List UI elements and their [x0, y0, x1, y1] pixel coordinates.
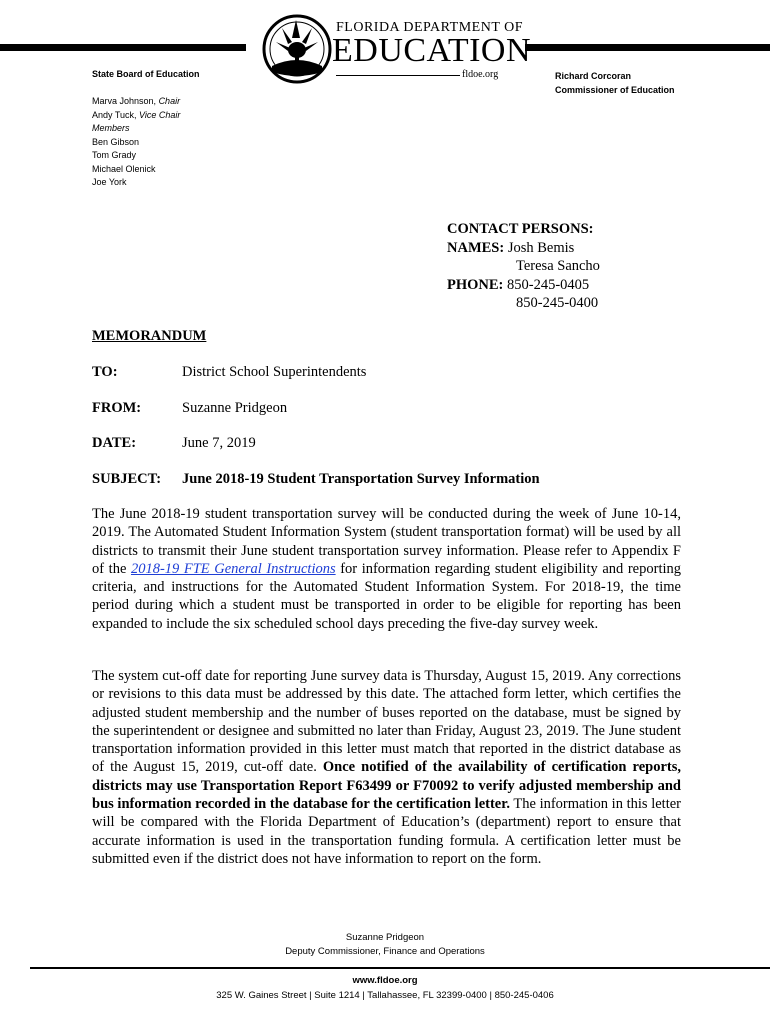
- board-member: Joe York: [92, 177, 127, 187]
- board-chair: [92, 95, 180, 109]
- phone-label: PHONE:: [447, 276, 504, 293]
- fte-instructions-link[interactable]: 2018-19 FTE General Instructions: [130, 560, 336, 577]
- subject-value: June 2018-19 Student Transportation Survey Information: [182, 471, 540, 487]
- footer-address: 325 W. Gaines Street | Suite 1214 | Tallahassee, FL 32399-0400 | 850-245-0406: [216, 990, 554, 1001]
- footer-rule: [30, 967, 770, 969]
- chair-role: Chair: [158, 96, 181, 106]
- from-value: Suzanne Pridgeon: [182, 400, 288, 416]
- board-member: Tom Grady: [92, 150, 137, 160]
- signature-block: [0, 931, 770, 958]
- footer-url[interactable]: www.fldoe.org: [352, 975, 418, 986]
- header-rule-right: [525, 44, 770, 51]
- p2-text-start: The system cut-off date for reporting June survey data is Thursday, August 15, 2019. Any corrections or revisions to this data must be addressed by this date. The attached form letter, which certifies the adjusted student membership and the number of buses reported on the database, must be signed by the superintendent or designee and submitted no later than Friday, August 23, 2019. The June student transportation information provided in this letter must match that reported in the district database as of the August 15, 2019, cut-off date.: [92, 668, 681, 776]
- contact-phone: 850-245-0405: [507, 276, 590, 293]
- vice-chair-name: Andy Tuck,: [92, 109, 137, 120]
- logo-divider: [336, 75, 460, 76]
- chair-name: Marva Johnson,: [92, 96, 157, 106]
- p2-text-end: The information in this letter will be compared with the Florida Department of Education’s (department) report to ensure that accurate information is used in the transportation funding formula. A certification letter must be submitted even if the district does not have information to report on the form.: [92, 796, 681, 867]
- logo-top-line: FLORIDA DEPARTMENT OF: [336, 20, 524, 35]
- to-value: District School Superintendents: [182, 364, 367, 380]
- contact-persons: [447, 220, 600, 313]
- body-paragraph-2: [92, 667, 681, 868]
- p1-text-start: The June 2018-19 student transportation survey will be conducted during the week of June 10-14, 2019. The Automated Student Information System (student transportation format) will be used by all districts to transmit their June student transportation survey information. Please refer to Appendix F of the: [92, 506, 681, 577]
- board-title: State Board of Education: [92, 69, 200, 79]
- board-members-list: [92, 95, 180, 190]
- members-label-text: Members: [92, 123, 130, 133]
- logo-main-text: EDUCATION: [332, 32, 532, 69]
- p1-text-end: for information regarding student eligibility and reporting criteria, and instructions for the Automated Student Information System. For 2018-19, the time period during which a student must be transported in order to be eligible for reporting has been expanded to include the six scheduled school days preceding the five-day survey week.: [92, 560, 681, 632]
- logo-url: fldoe.org: [462, 69, 499, 80]
- from-label: FROM:: [92, 400, 142, 416]
- vice-chair-role: Vice Chair: [139, 109, 181, 120]
- date-value: June 7, 2019: [182, 435, 256, 451]
- contact-name: Teresa Sancho: [516, 258, 600, 274]
- footer: [0, 973, 770, 1003]
- board-member: Michael Olenick: [92, 163, 156, 174]
- members-label: [92, 122, 180, 136]
- florida-seal-icon: [262, 14, 332, 84]
- memo-title: MEMORANDUM: [92, 328, 207, 344]
- commissioner-name: Richard Corcoran: [555, 71, 632, 81]
- contact-name: Josh Bemis: [507, 239, 575, 256]
- fdoe-logo: [262, 14, 532, 84]
- commissioner-title: Commissioner of Education: [555, 85, 675, 95]
- date-label: DATE:: [92, 435, 137, 451]
- header-rule-left: [0, 44, 246, 51]
- signature-title: Deputy Commissioner, Finance and Operations: [285, 945, 485, 957]
- contact-phone: 850-245-0400: [516, 295, 599, 311]
- board-member: Ben Gibson: [92, 136, 140, 147]
- contact-heading: CONTACT PERSONS:: [447, 221, 594, 237]
- p2-bold-text: Once notified of the availability of certification reports, districts may use Transportation Report F63499 or F70092 to verify adjusted membership and bus information recorded in the database for the certification letter.: [92, 759, 681, 813]
- signature-name: Suzanne Pridgeon: [345, 932, 425, 943]
- names-label: NAMES:: [447, 239, 505, 256]
- commissioner-block: [555, 69, 675, 97]
- body-paragraph-1: [92, 505, 681, 633]
- board-vice-chair: [92, 109, 180, 123]
- to-label: TO:: [92, 364, 118, 380]
- subject-label: SUBJECT:: [92, 471, 162, 487]
